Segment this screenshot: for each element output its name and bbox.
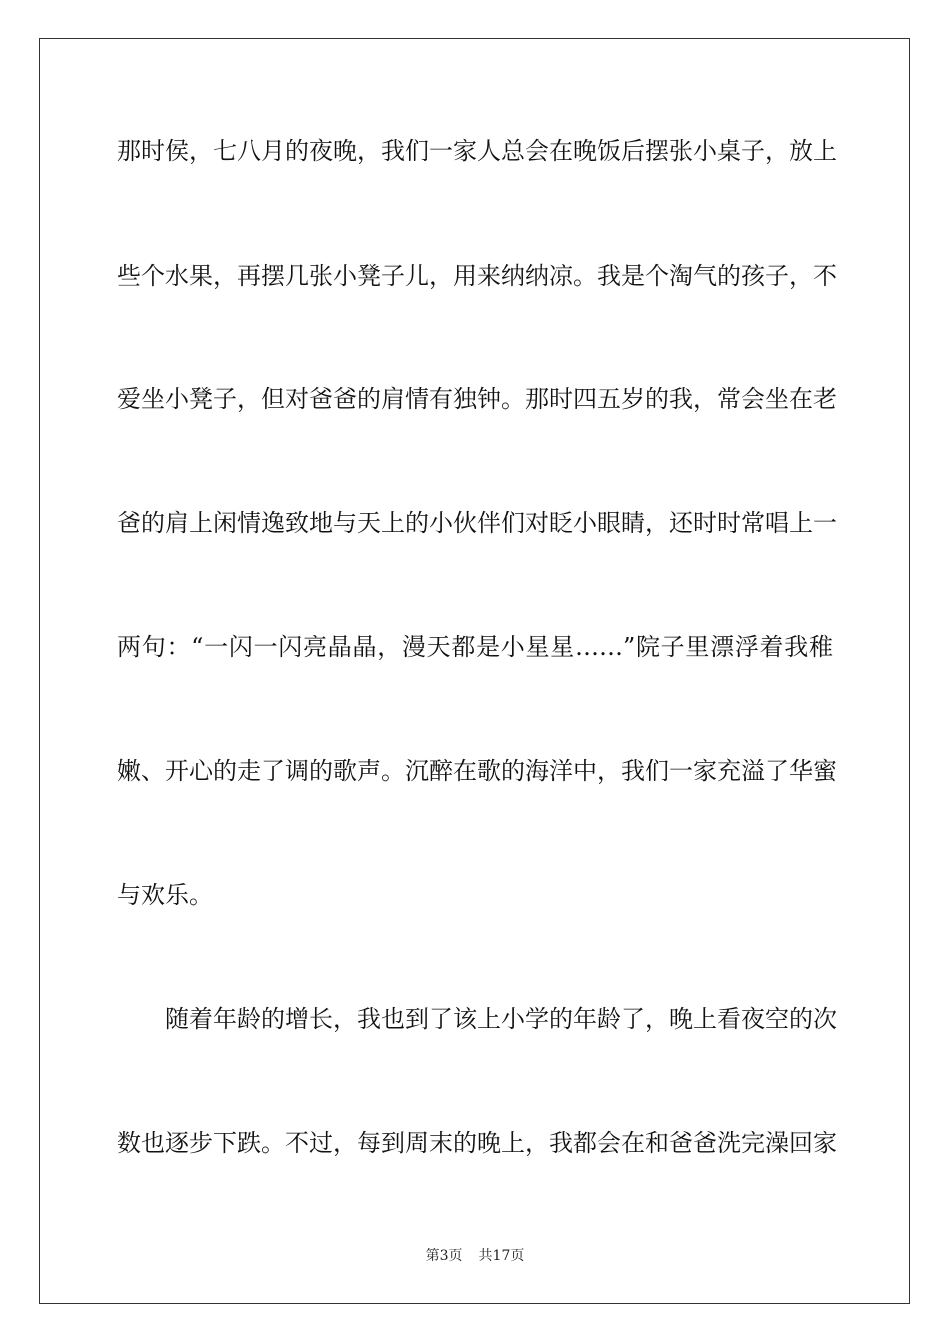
paragraph-1-line-6: 嫩、开心的走了调的歌声。沉醉在歌的海洋中，我们一家充溢了华蜜 (117, 757, 837, 785)
page-total: 共17页 (478, 1248, 525, 1264)
page-footer (0, 1247, 950, 1265)
paragraph-2-line-1: 随着年龄的增长，我也到了该上小学的年龄了，晚上看夜空的次 (117, 1005, 837, 1033)
paragraph-1-line-4: 爸的肩上闲情逸致地与天上的小伙伴们对眨小眼睛，还时时常唱上一 (117, 509, 837, 537)
paragraph-1-line-3: 爱坐小凳子，但对爸爸的肩情有独钟。那时四五岁的我，常会坐在老 (117, 385, 837, 413)
page-number: 第3页 (425, 1248, 463, 1264)
page-frame (39, 38, 910, 1304)
paragraph-2-line-2: 数也逐步下跌。不过，每到周末的晚上，我都会在和爸爸洗完澡回家 (117, 1129, 837, 1157)
paragraph-1-line-1: 那时侯，七八月的夜晚，我们一家人总会在晚饭后摆张小桌子，放上 (117, 137, 837, 165)
paragraph-1-line-5: 两句：“一闪一闪亮晶晶，漫天都是小星星……”院子里漂浮着我稚 (117, 633, 833, 661)
paragraph-1-line-7: 与欢乐。 (117, 881, 213, 909)
paragraph-1-line-2: 些个水果，再摆几张小凳子儿，用来纳纳凉。我是个淘气的孩子，不 (117, 262, 837, 290)
